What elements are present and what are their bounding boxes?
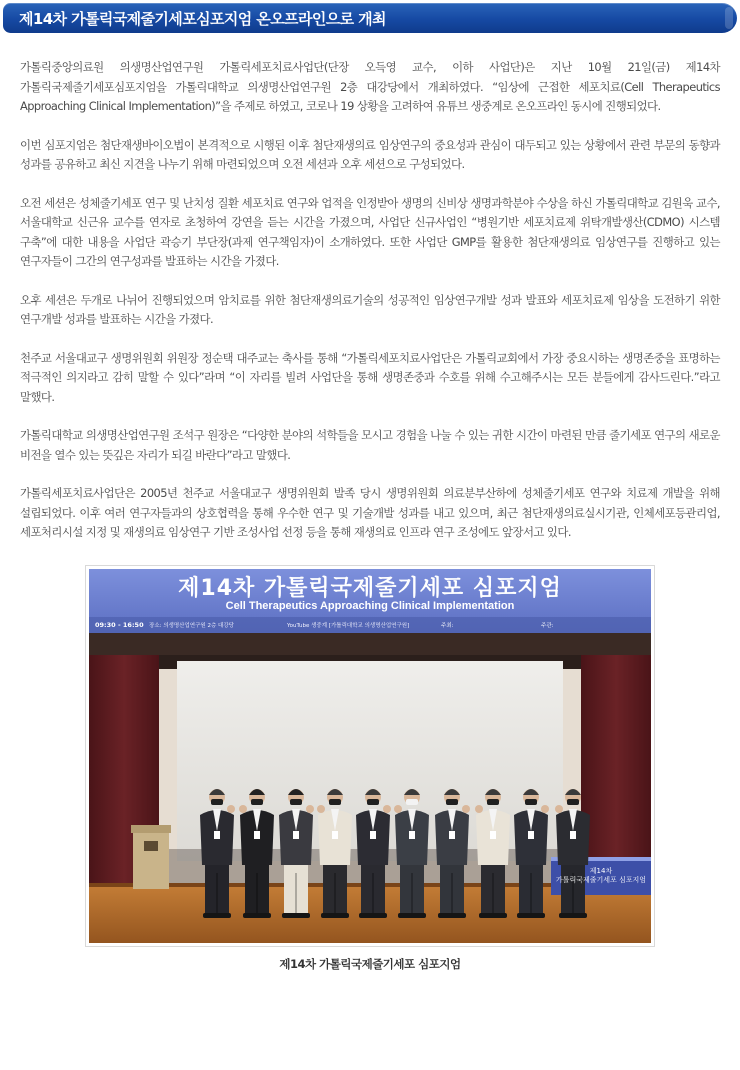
photo-caption: 제14차 가톨릭국제줄기세포 심포지엄 <box>279 957 461 971</box>
banner-youtube: YouTube 생중계 [가톨릭대학교 의생명산업연구원] <box>287 623 410 629</box>
article-paragraph: 오후 세션은 두개로 나뉘어 진행되었으며 암치료를 위한 첨단재생의료기술의 성공적인 임상연구개발 성과 발표와 세포치료제 임상을 도전하기 위한 연구개발 성과를 발표하는 시간을 가졌다. <box>20 292 720 326</box>
lectern <box>131 825 171 889</box>
banner-host: 주최: <box>441 623 454 629</box>
stage-sign-text <box>551 867 651 885</box>
banner-organizer: 주관: <box>541 623 554 629</box>
event-photo <box>89 569 651 943</box>
banner-title: 제14차 가톨릭국제줄기세포 심포지엄 <box>178 576 562 601</box>
article-title: 제14차 가톨릭국제줄기세포심포지엄 온오프라인으로 개최 <box>19 10 386 28</box>
banner-time: 09:30 - 16:50 <box>95 621 144 629</box>
article-paragraph: 가톨릭세포치료사업단은 2005년 천주교 서울대교구 생명위원회 발족 당시 생명위원회 의료분부산하에 성체줄기세포 연구와 치료제 개발을 위해 설립되었다. 이후 여러 연구자들과의 상호협력을 통해 우수한 연구 및 기술개발 성과를 내고 있으며, 최근 첨단재생의료실시기관, 인체세포등관리업, 세포처리시설 지정 및 재생의료 임상연구 기반 조성사업 선정 등을 통해 재생의료 인프라 연구 조성에도 앞장서고 있다. <box>20 486 720 539</box>
event-photo-frame <box>85 565 655 947</box>
article-body <box>20 58 720 562</box>
banner-subtitle: Cell Therapeutics Approaching Clinical Implementation <box>225 600 515 612</box>
stage-sign-label: 제14차 가톨릭국제줄기세포 심포지엄 <box>555 867 647 884</box>
article-paragraph: 가톨릭대학교 의생명산업연구원 조석구 원장은 “다양한 분야의 석학들을 모시고 경험을 나눌 수 있는 귀한 시간이 마련된 만큼 줄기세포 연구의 새로운 비전을 열수 있는 뜻깊은 자리가 되길 바란다”라고 말했다. <box>20 428 720 462</box>
article-paragraph: 천주교 서울대교구 생명위원회 위원장 정순택 대주교는 축사를 통해 “가톨릭세포치료사업단은 가톨릭교회에서 가장 중요시하는 생명존중을 표명하는 적극적인 의지라고 감히 말할 수 있다”라며 “이 자리를 빌려 사업단을 통해 생명존중과 수호를 위해 수고해주시는 모든 분들에게 감사드린다.”라고 말했다. <box>20 350 720 404</box>
article-paragraph: 이번 심포지엄은 첨단재생바이오법이 본격적으로 시행된 이후 첨단재생의료 임상연구의 중요성과 관심이 대두되고 있는 상황에서 관련 부문의 동향과 성과를 공유하고 최신 지견을 나누기 위해 마련되었으며 오전 세션과 오후 세션으로 구성되었다. <box>20 137 720 171</box>
article-title-bar <box>3 3 737 33</box>
banner-place: 장소: 의생명산업연구원 2층 대강당 <box>149 623 234 629</box>
article-paragraph: 가톨릭중앙의료원 의생명산업연구원 가톨릭세포치료사업단(단장 오득영 교수, 이하 사업단)은 지난 10월 21일(금) 제14차 가톨릭국제줄기세포심포지엄을 가톨릭대학교 의생명산업연구원 2층 대강당에서 개최하였다. “임상에 근접한 세포치료(Cell Therapeutics Approaching Clinical Implementation)”을 주제로 하였고, 코로나 19 상황을 고려하여 유튜브 생중계로 온오프라인 동시에 진행되었다. <box>20 60 720 113</box>
article-paragraph: 오전 세션은 성체줄기세포 연구 및 난치성 질환 세포치료 연구와 업적을 인정받아 생명의 신비상 생명과학분야 수상을 하신 가톨릭대학교 김원욱 교수, 서울대학교 신근유 교수를 연자로 초청하여 강연을 듣는 시간을 가졌으며, 사업단 신규사업인 “병원기반 세포치료제 위탁개발생산(CDMO) 시스템 구축”에 대한 내용을 사업단 곽승기 부단장(과제 연구책임자)이 소개하였다. 또한 사업단 GMP를 활용한 첨단재생의료 임상연구를 진행하고 있는 연구자들이 그간의 연구성과를 발표하는 시간을 가졌다. <box>20 195 720 268</box>
